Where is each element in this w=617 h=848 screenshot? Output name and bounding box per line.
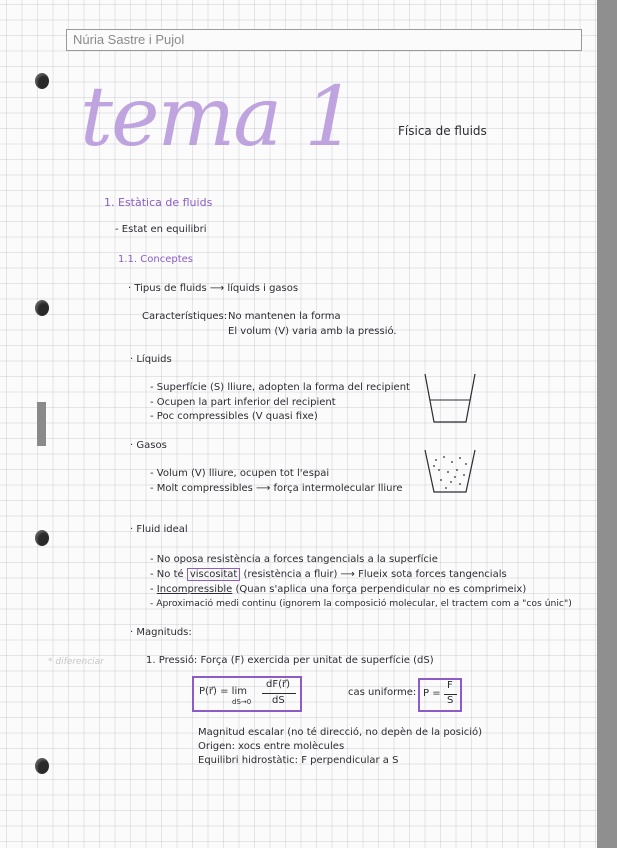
page-edge-shadow <box>597 0 617 848</box>
note-line <box>150 569 507 580</box>
binder-hole <box>35 530 49 546</box>
note-line: No mantenen la forma <box>228 311 341 322</box>
gas-container-sketch <box>422 448 478 496</box>
formula-numerator: dF(r⃗) <box>266 679 291 690</box>
subsection-heading: 1.1. Conceptes <box>118 254 193 265</box>
liquid-container-sketch <box>422 372 478 426</box>
note-label: Característiques: <box>142 311 228 322</box>
page-title-lettering: tema 1 <box>80 70 355 165</box>
note-line: Magnitud escalar (no té direcció, no depèn de la posició) <box>198 727 483 738</box>
note-line: · Tipus de fluids ⟶ líquids i gasos <box>128 283 299 294</box>
name-field <box>66 29 582 51</box>
fraction-bar <box>262 693 296 694</box>
note-fragment: (resistència a fluir) ⟶ Flueix sota forces tangencials <box>243 569 507 580</box>
note-line: - Estat en equilibri <box>115 224 207 235</box>
note-fragment: - <box>150 584 154 595</box>
note-line: Origen: xocs entre molècules <box>198 741 345 752</box>
bullet-heading: · Gasos <box>130 440 167 451</box>
margin-note: * diferenciar <box>48 657 104 667</box>
binder-hole <box>35 73 49 89</box>
underlined-term: Incompressible <box>156 584 233 595</box>
note-line: - Molt compressibles ⟶ força intermolecular lliure <box>150 483 403 494</box>
note-line <box>150 584 526 595</box>
note-line: 1. Pressió: Força (F) exercida per unitat de superfície (dS) <box>146 655 434 666</box>
bullet-heading: · Fluid ideal <box>130 524 188 535</box>
formula-denominator: S <box>447 695 454 706</box>
binder-hole <box>35 300 49 316</box>
note-fragment: (Quan s'aplica una força perpendicular no es comprimeix) <box>235 584 527 595</box>
pressure-formula-box <box>192 676 302 712</box>
note-line: El volum (V) varia amb la pressió. <box>228 326 397 337</box>
note-label: cas uniforme: <box>348 687 417 698</box>
formula-left: P(r⃗) = lim <box>199 686 247 697</box>
formula-left: P = <box>423 688 441 699</box>
formula-numerator: F <box>447 680 453 691</box>
student-name: Núria Sastre i Pujol <box>73 32 185 47</box>
paper-brand-mark <box>37 402 46 446</box>
note-line: Equilibri hidrostàtic: F perpendicular a S <box>198 755 399 766</box>
section-heading: 1. Estàtica de fluids <box>104 196 213 209</box>
binder-hole <box>35 758 49 774</box>
formula-denominator: dS <box>272 695 285 706</box>
note-fragment: - No té <box>150 569 184 580</box>
bullet-heading: · Líquids <box>130 354 172 365</box>
highlighted-term: viscositat <box>187 568 240 581</box>
uniform-formula-box <box>418 678 462 712</box>
note-line: - No oposa resistència a forces tangencials a la superfície <box>150 554 438 565</box>
note-line: - Superfície (S) lliure, adopten la forma del recipient <box>150 382 410 393</box>
note-line: - Ocupen la part inferior del recipient <box>150 397 336 408</box>
note-line: - Aproximació medi continu (ignorem la composició molecular, el tractem com a "cos únic") <box>150 598 572 609</box>
note-line: - Poc compressibles (V quasi fixe) <box>150 411 318 422</box>
bullet-heading: · Magnituds: <box>130 627 192 638</box>
page-subtitle: Física de fluids <box>398 124 487 138</box>
formula-limit: dS→0 <box>232 698 252 706</box>
note-line: - Volum (V) lliure, ocupen tot l'espai <box>150 468 330 479</box>
